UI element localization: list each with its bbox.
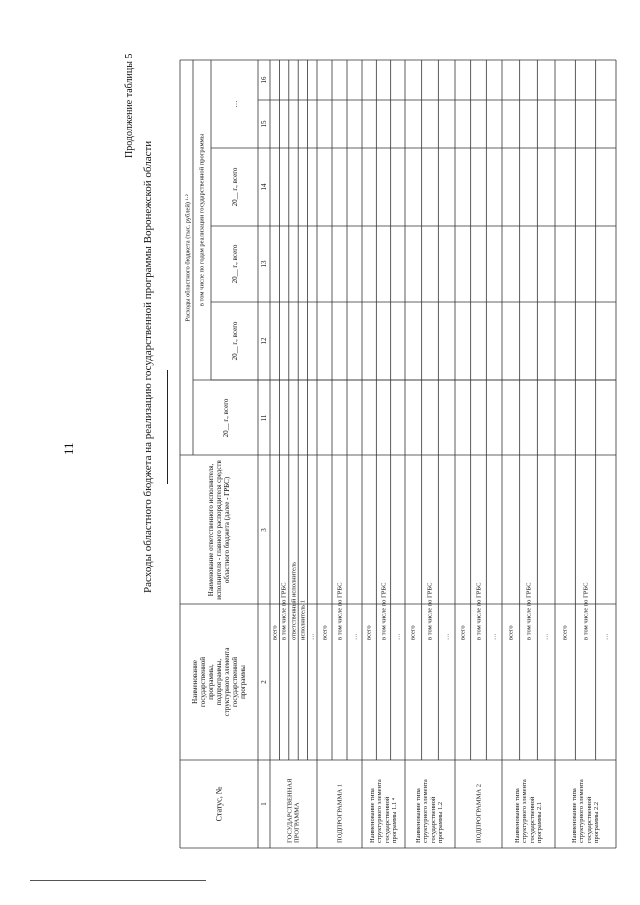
- header-executor: Наименование ответственного исполнителя, исполнителя - главного распорядителя средств областного бюджета (далее - ГРБС): [206, 459, 232, 600]
- page-number: 11: [61, 442, 76, 455]
- header-year-1: 20__ г., всего: [221, 398, 230, 437]
- col-number-15: 15: [259, 120, 268, 128]
- row-6-executor-2: в том числе по ГРБС: [524, 582, 532, 640]
- row-status-4: Наименование типа структурного элемента государственной программы 1.2: [415, 779, 445, 843]
- col-number-14: 14: [259, 183, 268, 191]
- row-2-executor-2: в том числе по ГРБС: [335, 582, 343, 640]
- table-grid: [180, 60, 616, 848]
- row-5-executor-2: в том числе по ГРБС: [474, 582, 482, 640]
- col-number-1: 1: [259, 802, 268, 806]
- col-number-13: 13: [259, 260, 268, 268]
- row-7-executor-2: в том числе по ГРБС: [581, 582, 589, 640]
- table-title: Расходы областного бюджета на реализацию государственной программы Воронежской области: [142, 140, 154, 593]
- row-6-executor-1: всего: [507, 624, 515, 640]
- row-3-executor-1: всего: [365, 624, 373, 640]
- row-status-3: Наименование типа структурного элемента государственной программы 1.1 ⁴: [368, 779, 398, 843]
- row-1-executor-5: …: [308, 633, 316, 640]
- footnote-separator: [30, 880, 206, 881]
- row-5-executor-1: всего: [459, 624, 467, 640]
- row-4-executor-1: всего: [409, 624, 417, 640]
- row-4-executor-2: в том числе по ГРБС: [426, 582, 434, 640]
- row-3-executor-2: в том числе по ГРБС: [379, 582, 387, 640]
- row-1-executor-3: ответственный исполнитель: [289, 561, 297, 640]
- row-6-executor-3: …: [542, 633, 550, 640]
- row-1-executor-2: в том числе по ГРБС: [280, 582, 288, 640]
- header-status: Статус, №: [214, 786, 224, 822]
- col-number-16: 16: [259, 76, 268, 84]
- row-2-executor-3: …: [350, 633, 358, 640]
- row-7-executor-3: …: [602, 633, 610, 640]
- row-status-7: Наименование типа структурного элемента государственной программы 2.2: [570, 779, 600, 843]
- header-year-4: 20__ г., всего: [230, 167, 239, 207]
- header-year-2: 20__ г., всего: [230, 321, 239, 361]
- header-by-years: в том числе по годам реализации государственной программы: [198, 133, 206, 307]
- row-status-2: ПОДПРОГРАММА 1: [335, 784, 343, 843]
- col-number-2: 2: [259, 680, 268, 684]
- row-status-5: ПОДПРОГРАММА 2: [474, 784, 482, 843]
- col-number-12: 12: [259, 337, 268, 345]
- header-year-3: 20__ г., всего: [230, 244, 239, 284]
- row-1-executor-4: исполнитель 1: [299, 599, 307, 640]
- header-name: Наименование государственной программы, подпрограммы, структурного элемента государственной программы: [190, 647, 248, 717]
- col-number-11: 11: [259, 414, 268, 421]
- row-status-6: Наименование типа структурного элемента государственной программы 2.1: [513, 779, 543, 843]
- row-4-executor-3: …: [442, 633, 450, 640]
- row-3-executor-3: …: [394, 633, 402, 640]
- row-1-executor-1: всего: [270, 624, 278, 640]
- header-year-5: …: [230, 100, 239, 108]
- row-5-executor-3: …: [490, 633, 498, 640]
- col-number-3: 3: [259, 527, 268, 532]
- row-status-1: ГОСУДАРСТВЕННАЯ ПРОГРАММА: [286, 778, 301, 843]
- header-expenses: Расходы областного бюджета (тыс. рублей) ¹·²: [183, 193, 191, 322]
- row-7-executor-1: всего: [561, 624, 569, 640]
- continuation-label: Продолжение таблицы 5: [124, 53, 135, 158]
- row-2-executor-1: всего: [320, 624, 328, 640]
